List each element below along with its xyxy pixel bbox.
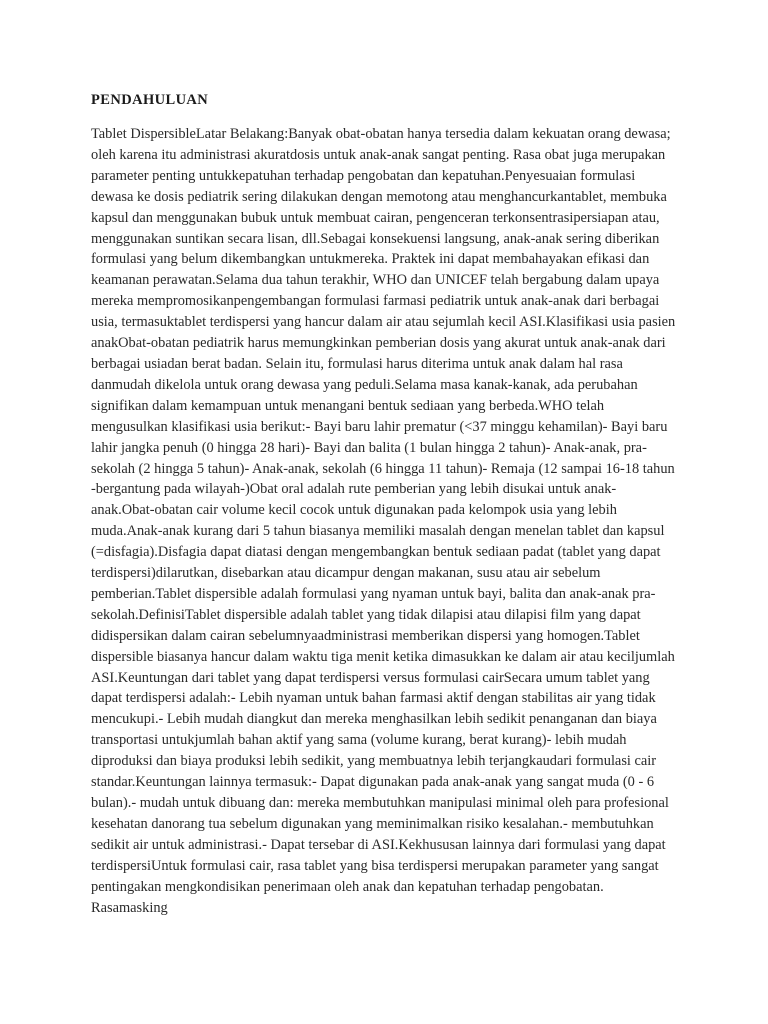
- document-body-paragraph: Tablet DispersibleLatar Belakang:Banyak obat-obatan hanya tersedia dalam kekuatan orang dewasa; oleh karena itu administrasi akuratdosis untuk anak-anak sangat penting. Rasa obat juga merupakan parameter penting untukkepatuhan terhadap pengobatan dan kepatuhan.Penyesuaian formulasi dewasa ke dosis pediatrik sering dilakukan dengan memotong atau menghancurkantablet, membuka kapsul dan menggunakan bubuk untuk membuat cairan, pengenceran terkonsentrasipersiapan atau, menggunakan suntikan secara lisan, dll.Sebagai konsekuensi langsung, anak-anak sering diberikan formulasi yang belum dikembangkan untukmereka. Praktek ini dapat membahayakan efikasi dan keamanan perawatan.Selama dua tahun terakhir, WHO dan UNICEF telah bergabung dalam upaya mereka mempromosikanpengembangan formulasi farmasi pediatrik untuk anak-anak dari berbagai usia, termasuktablet terdispersi yang hancur dalam air atau sejumlah kecil ASI.Klasifikasi usia pasien anakObat-obatan pediatrik harus memungkinkan pemberian dosis yang akurat untuk anak-anak dari berbagai usiadan berat badan. Selain itu, formulasi harus diterima untuk anak dalam hal rasa danmudah dikelola untuk orang dewasa yang peduli.Selama masa kanak-kanak, ada perubahan signifikan dalam kemampuan untuk menangani bentuk sediaan yang berbeda.WHO telah mengusulkan klasifikasi usia berikut:- Bayi baru lahir prematur (<37 minggu kehamilan)- Bayi baru lahir jangka penuh (0 hingga 28 hari)- Bayi dan balita (1 bulan hingga 2 tahun)- Anak-anak, pra-sekolah (2 hingga 5 tahun)- Anak-anak, sekolah (6 hingga 11 tahun)- Remaja (12 sampai 16-18 tahun -bergantung pada wilayah-)Obat oral adalah rute pemberian yang lebih disukai untuk anak-anak.Obat-obatan cair volume kecil cocok untuk digunakan pada kelompok usia yang lebih muda.Anak-anak kurang dari 5 tahun biasanya memiliki masalah dengan menelan tablet dan kapsul (=disfagia).Disfagia dapat diatasi dengan mengembangkan bentuk sediaan padat (tablet yang dapat terdispersi)dilarutkan, disebarkan atau dicampur dengan makanan, susu atau air sebelum pemberian.Tablet dispersible adalah formulasi yang nyaman untuk bayi, balita dan anak-anak pra-sekolah.DefinisiTablet dispersible adalah tablet yang tidak dilapisi atau dilapisi film yang dapat didispersikan dalam cairan sebelumnyaadministrasi memberikan dispersi yang homogen.Tablet dispersible biasanya hancur dalam waktu tiga menit ketika dimasukkan ke dalam air atau keciljumlah ASI.Keuntungan dari tablet yang dapat terdispersi versus formulasi cairSecara umum tablet yang dapat terdispersi adalah:- Lebih nyaman untuk bahan farmasi aktif dengan stabilitas air yang tidak mencukupi.- Lebih mudah diangkut dan mereka menghasilkan lebih sedikit penanganan dan biaya transportasi untukjumlah bahan aktif yang sama (volume kurang, berat kurang)- lebih mudah diproduksi dan biaya produksi lebih sedikit, yang membuatnya lebih terjangkaudari formulasi cair standar.Keuntungan lainnya termasuk:- Dapat digunakan pada anak-anak yang sangat muda (0 - 6 bulan).- mudah untuk dibuang dan: mereka membutuhkan manipulasi minimal oleh para profesional kesehatan danorang tua sebelum digunakan yang meminimalkan risiko kesalahan.- membutuhkan sedikit air untuk administrasi.- Dapat tersebar di ASI.Kekhususan lainnya dari formulasi yang dapat terdispersiUntuk formulasi cair, rasa tablet yang bisa terdispersi merupakan parameter yang sangat pentingakan mengkondisikan penerimaan oleh anak dan kepatuhan terhadap pengobatan. Rasamasking: [91, 126, 676, 916]
- document-heading: PENDAHULUAN: [91, 92, 209, 108]
